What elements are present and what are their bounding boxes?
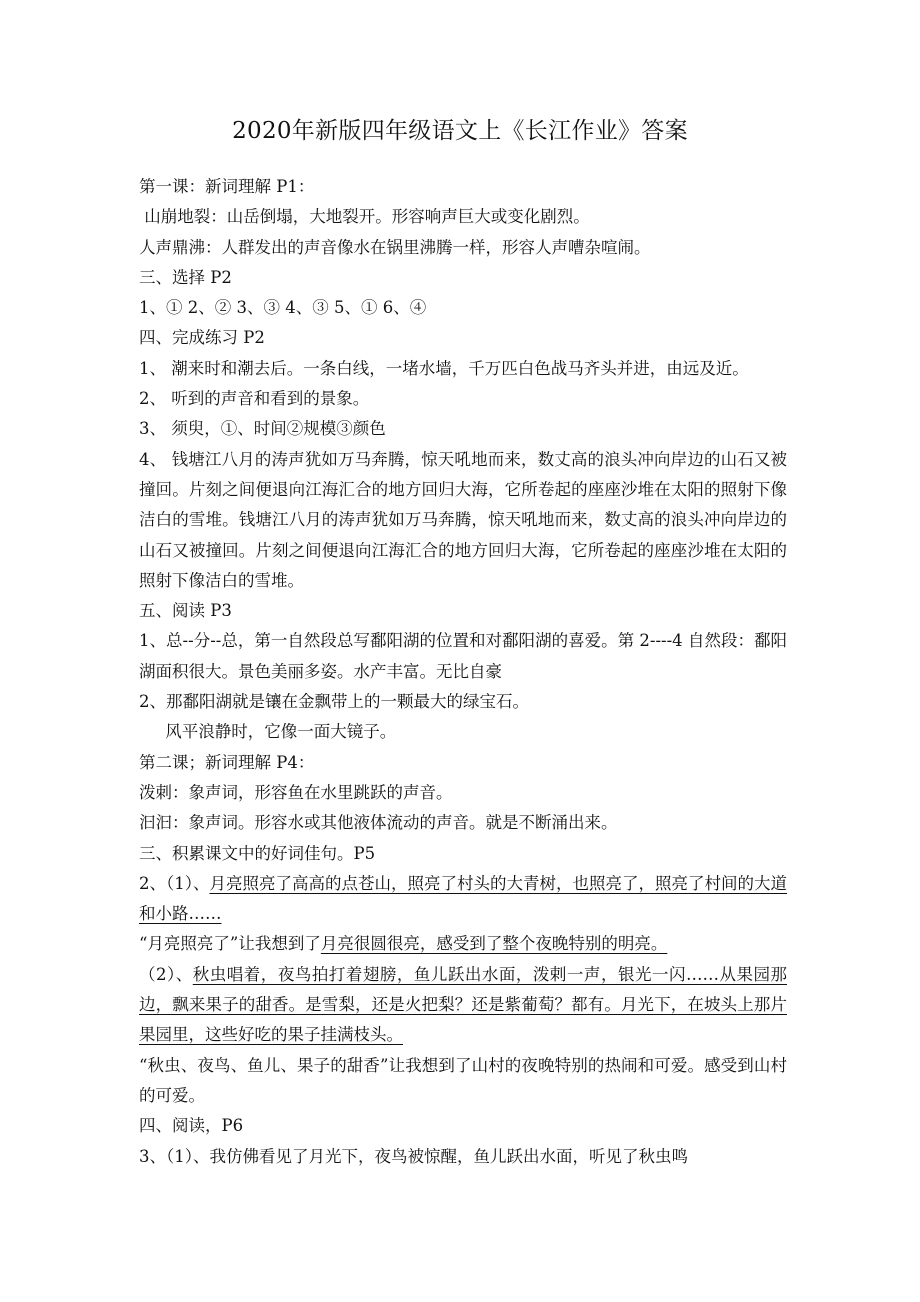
line-text: 三、选择 P2 <box>139 267 232 287</box>
text-line <box>139 263 787 293</box>
underlined-text: 月亮照亮了高高的点苍山，照亮了村头的大青树，也照亮了，照亮了村间的大道和小路…… <box>139 873 787 924</box>
line-text: 三、积累课文中的好词佳句。P5 <box>139 843 376 863</box>
underlined-text: 秋虫唱着，夜鸟拍打着翅膀，鱼儿跃出水面，泼剌一声，银光一闪……从果园那边，飘来果子的甜香。是雪梨，还是火把梨？还是紫葡萄？都有。月光下，在坡头上那片果园里，这些好吃的果子挂满枝头。 <box>139 964 788 1045</box>
line-text: “秋虫、夜鸟、鱼儿、果子的甜香”让我想到了山村的夜晚特别的热闹和可爱。感受到山村的可爱。 <box>139 1055 787 1105</box>
line-text: 3、（1）、我仿佛看见了月光下，夜鸟被惊醒，鱼儿跃出水面，听见了秋虫鸣 <box>139 1146 688 1166</box>
text-line <box>139 717 787 747</box>
line-text: 泼刺：象声词，形容鱼在水里跳跃的声音。 <box>139 782 453 802</box>
text-line <box>139 354 787 384</box>
line-text: 五、阅读 P3 <box>139 601 232 621</box>
text-line <box>139 323 787 353</box>
line-text: 1、 潮来时和潮去后。一条白线，一堵水墙，千万匹白色战马齐头并进，由远及近。 <box>139 358 749 378</box>
line-text: 1、总--分--总，第一自然段总写鄱阳湖的位置和对鄱阳湖的喜爱。第 2----4 自然段：鄱阳湖面积很大。景色美丽多姿。水产丰富。无比自豪 <box>139 631 787 681</box>
text-line <box>139 748 787 778</box>
line-text: 第二课；新词理解 P4： <box>139 752 315 772</box>
text-line <box>139 1142 787 1172</box>
line-text: （2）、 <box>139 964 193 984</box>
line-text: 3、 须臾，①、时间②规模③颜色 <box>139 419 386 439</box>
line-text: 4、 钱塘江八月的涛声犹如万马奔腾，惊天吼地而来，数丈高的浪头冲向岸边的山石又被撞回。片刻之间便退向江海汇合的地方回归大海，它所卷起的座座沙堆在太阳的照射下像洁白的雪堆。钱塘江八月的涛声犹如万马奔腾，惊天吼地而来，数丈高的浪头冲向岸边的山石又被撞回。片刻之间便退向江海汇合的地方回归大海，它所卷起的座座沙堆在太阳的照射下像洁白的雪堆。 <box>139 449 787 590</box>
page-title: 2020年新版四年级语文上《长江作业》答案 <box>232 118 688 144</box>
line-text: 风平浪静时，它像一面大镜子。 <box>139 722 397 742</box>
text-line <box>139 839 787 869</box>
text-line <box>139 384 787 414</box>
text-line <box>139 1051 787 1112</box>
text-line <box>139 414 787 444</box>
text-line <box>139 233 787 263</box>
underlined-text: 月亮很圆很亮，感受到了整个夜晚特别的明亮。 <box>320 934 668 954</box>
document-body <box>139 172 787 1172</box>
text-line <box>139 626 787 687</box>
text-line <box>139 445 787 596</box>
line-text: 四、阅读，P6 <box>139 1116 244 1136</box>
text-line <box>139 596 787 626</box>
text-line <box>139 929 787 959</box>
text-line <box>139 687 787 717</box>
text-line <box>139 202 787 232</box>
text-line <box>139 869 787 930</box>
text-line <box>139 1111 787 1141</box>
line-text: 2、那鄱阳湖就是镶在金飘带上的一颗最大的绿宝石。 <box>139 692 529 712</box>
line-text: 2、（1）、 <box>139 873 210 893</box>
line-text: 汩汩：象声词。形容水或其他液体流动的声音。就是不断涌出来。 <box>139 813 618 833</box>
text-line <box>139 808 787 838</box>
line-text: 2、 听到的声音和看到的景象。 <box>139 389 370 409</box>
line-text: 四、完成练习 P2 <box>139 328 265 348</box>
line-text: “月亮照亮了”让我想到了 <box>139 934 321 954</box>
line-text: 山崩地裂：山岳倒塌，大地裂开。形容响声巨大或变化剧烈。 <box>139 207 590 227</box>
line-text: 1、① 2、② 3、③ 4、③ 5、① 6、④ <box>139 298 427 318</box>
text-line <box>139 960 787 1051</box>
text-line <box>139 293 787 323</box>
line-text: 人声鼎沸：人群发出的声音像水在锅里沸腾一样，形容人声嘈杂喧闹。 <box>139 237 651 257</box>
text-line <box>139 172 787 202</box>
text-line <box>139 778 787 808</box>
line-text: 第一课：新词理解 P1： <box>139 177 315 196</box>
